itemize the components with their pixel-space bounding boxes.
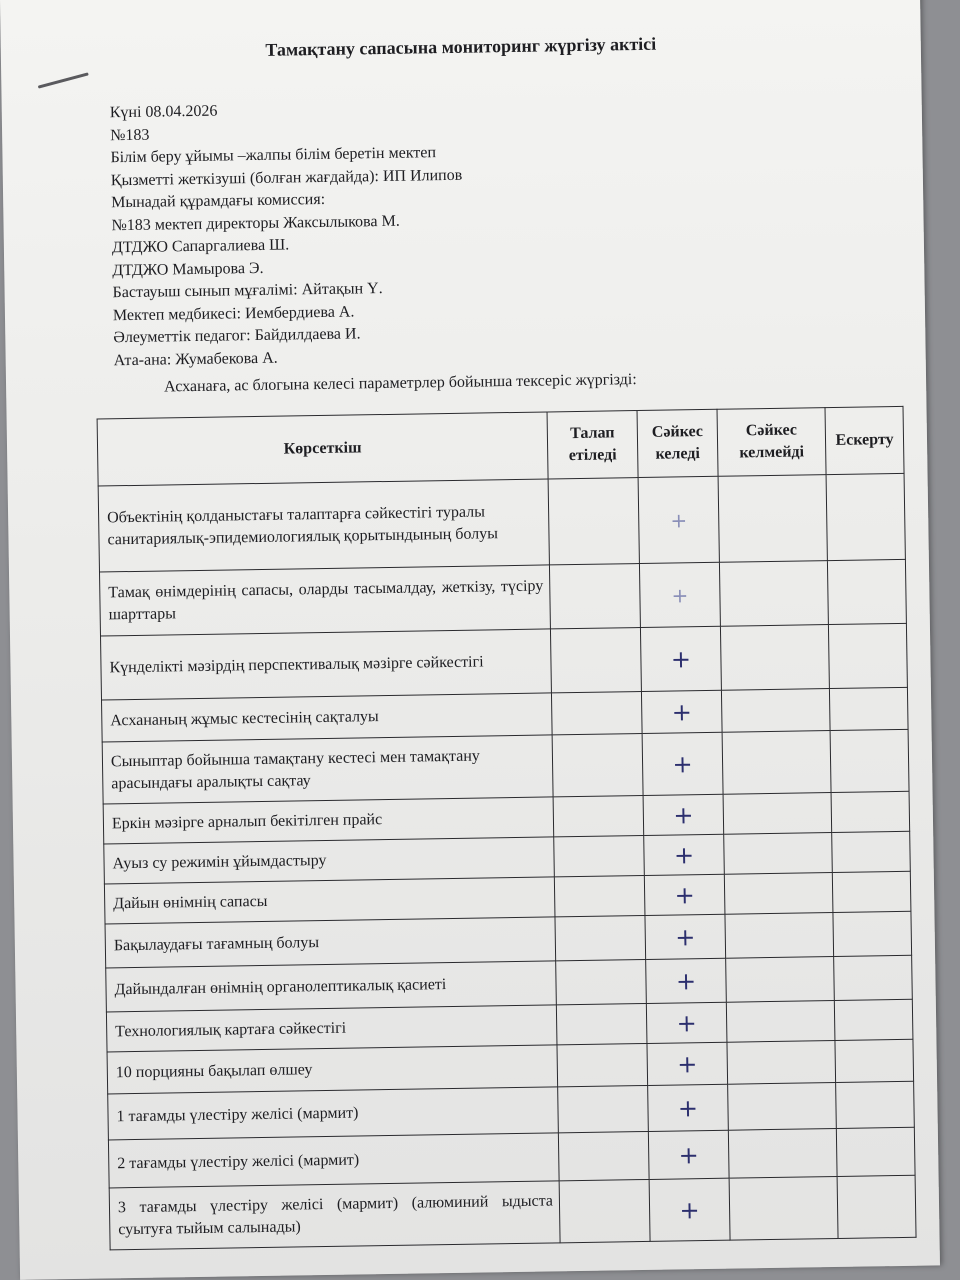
note-cell [833, 911, 912, 956]
table-row [98, 473, 905, 572]
noncompliant-cell [719, 561, 828, 627]
required-cell [554, 875, 645, 916]
compliant-check-mark: + [648, 1084, 729, 1131]
compliant-check-mark: + [643, 794, 724, 835]
required-cell [556, 1003, 647, 1044]
indicator-cell: 10 порцияны бақылап өлшеу [107, 1045, 558, 1094]
inspection-intro: Асханаға, ас блогына келесі параметрлер бойынша тексеріс жүргізді: [163, 371, 637, 396]
commission-member: ДТДЖО Сапаргалиева Ш. [111, 236, 290, 257]
compliant-check-mark: + [646, 1002, 727, 1043]
note-cell [834, 955, 913, 1000]
commission-heading: Мынадай құрамдағы комиссия: [111, 190, 326, 212]
commission-member: №183 мектеп директоры Жаксылыкова М. [111, 212, 400, 234]
note-cell [834, 999, 913, 1040]
noncompliant-cell [722, 731, 831, 795]
indicator-cell: Күнделікті мәзірдің перспективалық мәзірге сәйкестігі [101, 629, 552, 700]
commission-member: Әлеуметтік педагог: Байдилдаева И. [113, 325, 361, 347]
indicator-cell: 2 тағамды үлестіру желісі (мармит) [108, 1133, 559, 1188]
compliant-check-mark: + [638, 476, 719, 563]
note-cell [835, 1039, 914, 1082]
commission-member: Ата-ана: Жумабекова А. [113, 349, 278, 369]
indicator-cell: Тамақ өнімдерінің сапасы, оларды тасымалдау, жеткізу, түсіру шарттары [99, 565, 550, 636]
compliant-check-mark: + [641, 690, 722, 733]
noncompliant-cell [720, 625, 829, 691]
indicator-cell: Сыныптар бойынша тамақтану кестесі мен тамақтану арасындағы аралықты сақтау [102, 735, 553, 804]
indicator-cell: Дайын өнімнің сапасы [104, 877, 555, 924]
indicator-cell: Технологиялық картаға сәйкестігі [106, 1005, 557, 1052]
required-cell [558, 1085, 649, 1132]
indicator-cell: 3 тағамды үлестіру желісі (мармит) (алюминий ыдыста суытуға тыйым салынады) [109, 1181, 560, 1250]
compliant-check-mark: + [640, 626, 721, 691]
compliant-check-mark: + [644, 874, 725, 915]
indicator-cell: Асхананың жұмыс кестесінің сақталуы [102, 693, 553, 742]
table-header-row [97, 406, 904, 486]
note-cell [832, 871, 911, 912]
compliant-check-mark: + [644, 834, 725, 875]
compliant-check-mark: + [649, 1178, 730, 1241]
noncompliant-cell [724, 873, 833, 915]
noncompliant-cell [723, 793, 832, 835]
required-cell [549, 564, 640, 629]
note-cell [832, 831, 911, 872]
noncompliant-cell [724, 833, 833, 875]
note-cell [837, 1175, 916, 1238]
noncompliant-cell [718, 475, 827, 563]
required-cell [552, 734, 643, 797]
required-cell [548, 478, 639, 565]
indicator-cell: 1 тағамды үлестіру желісі (мармит) [108, 1087, 559, 1140]
required-cell [551, 692, 642, 735]
noncompliant-cell [728, 1129, 837, 1179]
header-indicator: Көрсеткіш [97, 412, 548, 486]
header-noncompliant: Сәйкес келмейді [717, 408, 826, 477]
compliant-check-mark: + [642, 732, 723, 795]
organization-line: Білім беру ұйымы –жалпы білім беретін мектеп [110, 144, 437, 167]
compliant-check-mark: + [648, 1130, 729, 1179]
note-cell [836, 1127, 915, 1176]
required-cell [553, 795, 644, 836]
note-cell [826, 473, 905, 560]
required-cell [556, 959, 647, 1004]
compliant-check-mark: + [639, 562, 720, 627]
note-cell [829, 687, 908, 730]
note-cell [831, 791, 910, 832]
indicator-cell: Ауыз су режимін ұйымдастыру [104, 837, 555, 884]
noncompliant-cell [721, 689, 830, 733]
commission-member: Бастауыш сынып мұғалімі: Айтақын Ү. [112, 280, 383, 302]
noncompliant-cell [726, 957, 835, 1003]
noncompliant-cell [726, 1001, 835, 1043]
document-title: Тамақтану сапасына мониторинг жүргізу актісі [265, 33, 657, 60]
note-cell [830, 729, 909, 792]
note-cell [828, 623, 907, 688]
date-line: Күні 08.04.2026 [109, 102, 218, 122]
header-required: Талап етіледі [547, 411, 638, 479]
noncompliant-cell [729, 1176, 838, 1240]
required-cell [558, 1131, 649, 1180]
header-compliant: Сәйкес келеді [637, 409, 718, 477]
required-cell [550, 628, 641, 693]
required-cell [559, 1179, 650, 1242]
indicator-cell: Бақылаудағы тағамның болуы [105, 917, 556, 968]
header-note: Ескерту [825, 406, 904, 474]
commission-member: Мектеп медбикесі: Иембердиева А. [112, 302, 355, 324]
required-cell [557, 1043, 648, 1086]
table-row [109, 1175, 916, 1250]
note-cell [827, 559, 906, 624]
required-cell [555, 915, 646, 960]
noncompliant-cell [727, 1041, 836, 1085]
indicator-cell: Дайындалған өнімнің органолептикалық қасиеті [106, 961, 557, 1012]
supplier-line: Қызметті жеткізуші (болған жағдайда): ИП Илипов [110, 166, 463, 189]
indicator-cell: Объектінің қолданыстағы талаптарға сәйкестігі туралы санитариялық-эпидемиологиялық қорытындының болуы [98, 479, 549, 572]
inspection-table [97, 406, 917, 1251]
note-cell [836, 1081, 915, 1128]
compliant-check-mark: + [645, 914, 726, 959]
school-number-line: №183 [110, 126, 150, 144]
required-cell [554, 835, 645, 876]
compliant-check-mark: + [646, 958, 727, 1003]
compliant-check-mark: + [647, 1042, 728, 1085]
staple-mark [38, 72, 89, 88]
indicator-cell: Еркін мәзірге арналып бекітілген прайс [103, 797, 554, 844]
noncompliant-cell [728, 1083, 837, 1131]
commission-member: ДТДЖО Мамырова Э. [112, 259, 264, 279]
noncompliant-cell [725, 913, 834, 959]
commission-info [110, 97, 466, 372]
